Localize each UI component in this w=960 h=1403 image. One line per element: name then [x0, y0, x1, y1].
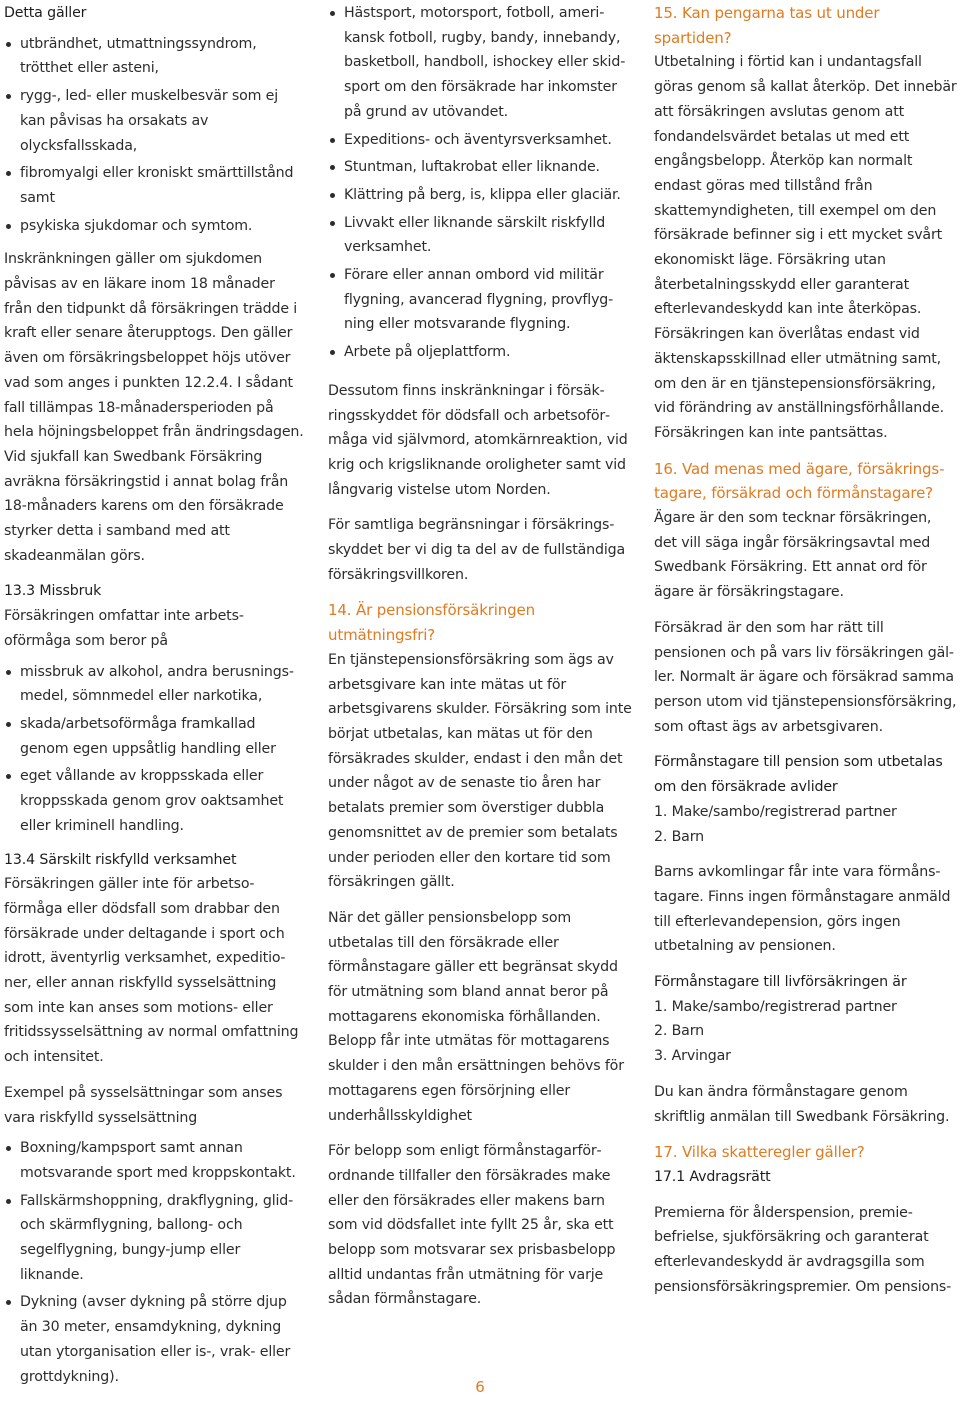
paragraph-14b: När det gäller pensionsbelopp som utbetalas till den försäkrade eller förmånstagare gäller ett begränsat skydd för utmätning som bland annat beror på mottagarens ekonomiska förhållanden. Belopp får inte utmätas för mottagarens skulder i den mån ersättningen behövs för mottagarens egen försörjning eller underhållsskyldighet	[328, 909, 624, 1124]
list-item: eget vållande av kroppsskada eller kroppsskada genom grov oaktsamhet eller kriminell handling.	[4, 764, 304, 838]
list-item: Hästsport, motorsport, fotboll, amerikansk fotboll, rugby, bandy, innebandy, basketboll, handboll, ishockey eller skidsport om den försäkrade har inkomster på grund av utövandet.	[328, 1, 634, 125]
heading-13-3: 13.3 Missbruk	[4, 583, 102, 600]
paragraph-15: Utbetalning i förtid kan i undantagsfall göras genom så kallat återköp. Det innebär att försäkringen avslutas genom att fondandelsvärdet betalas ut med ett engångsbelopp. Återköp kan normalt endast göras med tillstånd från skattemyndigheten, till exempel om den försäkrade befinner sig i ett mycket svårt ekonomiskt läge. Försäkring utan återbetalningsskydd eller garanterat efterlevandeskydd kan inte återköpas. Försäkringen kan överlåtas endast vid äktenskapsskillnad eller utmätning samt, om den är en tjänstepensionsförsäkring, vid förändring av anställningsförhållande. Försäkringen kan inte pantsättas.	[654, 54, 957, 441]
paragraph-13-4: Försäkringen gäller inte för arbetsoförmåga eller dödsfall som drabbar den försäkrade under deltagande i sport och idrott, äventyrlig verksamhet, expeditioner, eller annan riskfylld sysselsättning som inte kan anses som motions- eller fritidssysselsättning av normal omfattning och intensitet.	[4, 876, 299, 1066]
paragraph-offspring: Barns avkomlingar får inte vara förmånstagare. Finns ingen förmånstagare anmäld till efterlevandepension, görs ingen utbetalning av pensionen.	[654, 864, 951, 955]
list-item: utbrändhet, utmattningssyndrom, trötthet eller asteni,	[4, 32, 304, 81]
list-examples	[4, 1136, 304, 1389]
list-item: Arbete på oljeplattform.	[328, 340, 634, 365]
paragraph-restriction: Inskränkningen gäller om sjukdomen påvisas av en läkare inom 18 månader från den tidpunkt då försäkringen trädde i kraft eller senare återupptogs. Den gäller även om försäkringsbeloppet höjs utöver vad som anges i punkten 12.2.4. I sådant fall tillämpas 18-månadersperioden på hela höjningsbeloppet från ändringsdagen. Vid sjukfall kan Swedbank Försäkring avräkna försäkringstid i annat bolag från 18-månaders karens om den försäkrade styrker detta i samband med att skadeanmälan görs.	[4, 251, 304, 564]
paragraph-all-limits: För samtliga begränsningar i försäkringsskyddet ber vi dig ta del av de fullständiga försäkringsvillkoren.	[328, 517, 626, 583]
paragraph-17-1: Premierna för ålderspension, premiebefrielse, sjukförsäkring och garanterat efterlevandeskydd är avdragsgilla som pensionsförsäkringspremier. Om pensions-	[654, 1204, 952, 1295]
heading-17-1: 17.1 Avdragsrätt	[654, 1168, 771, 1185]
paragraph-16a: Ägare är den som tecknar försäkringen, det vill säga ingår försäkringsavtal med Swedbank Försäkring. Ett annat ord för ägare är försäkringstagare.	[654, 510, 932, 601]
heading-15: 15. Kan pengarna tas ut under spartiden?	[654, 4, 880, 47]
list-item: fibromyalgi eller kroniskt smärttillstånd samt	[4, 161, 304, 210]
paragraph-14a: En tjänstepensionsförsäkring som ägs av arbetsgivare kan inte mätas ut för arbetsgivarens skulder. Försäkring som inte börjat utbetalas, kan mätas ut för den försäkrades skulder, endast i den mån det under något av de senaste tio åren har betalats premier som överstiger dubbla genomsnittet av de premier som betalats under perioden eller den kortare tid som försäkringen gällt.	[328, 651, 632, 891]
list-item: Klättring på berg, is, klippa eller glaciär.	[328, 183, 634, 208]
list-conditions	[4, 32, 304, 239]
heading-applies: Detta gäller	[4, 5, 87, 21]
list-item: missbruk av alkohol, andra berusningsmedel, sömnmedel eller narkotika,	[4, 660, 304, 709]
paragraph-16b: Försäkrad är den som har rätt till pensionen och på vars liv försäkringen gäller. Normalt är ägare och försäkrad samma person utom vid tjänstepensionsförsäkring, som oftast ägs av arbetsgivaren.	[654, 619, 957, 735]
heading-life-beneficiaries: Förmånstagare till livförsäkringen är	[654, 974, 907, 991]
list-13-3	[4, 660, 304, 839]
page-number: 6	[475, 1378, 485, 1396]
list-item: Livvakt eller liknande särskilt riskfylld verksamhet.	[328, 211, 634, 260]
list-item: Dykning (avser dykning på större djup än 30 meter, ensamdykning, dykning utan ytorganisation eller is-, vrak- eller grottdykning).	[4, 1290, 304, 1389]
life-beneficiary-1: 1. Make/sambo/registrerad partner	[654, 998, 897, 1015]
life-beneficiary-2: 2. Barn	[654, 1023, 704, 1040]
list-item: Stuntman, luftakrobat eller liknande.	[328, 155, 634, 180]
list-item: Förare eller annan ombord vid militär flygning, avancerad flygning, provflygning eller motsvarande flygning.	[328, 263, 634, 337]
list-item: rygg-, led- eller muskelbesvär som ej kan påvisas ha orsakats av olycksfallsskada,	[4, 84, 304, 158]
column-middle	[328, 1, 634, 1312]
list-item: psykiska sjukdomar och symtom.	[4, 214, 304, 239]
pension-beneficiary-1: 1. Make/sambo/registrerad partner	[654, 803, 897, 820]
paragraph-examples: Exempel på sysselsättningar som anses vara riskfylld sysselsättning	[4, 1084, 283, 1126]
paragraph-14c: För belopp som enligt förmånstagarförordnande tillfaller den försäkrades make eller den försäkrades eller makens barn som vid dödsfallet inte fyllt 25 år, ska ett belopp som motsvarar sex prisbasbelopp alltid undantas från utmätning för varje sådan förmånstagare.	[328, 1143, 616, 1308]
life-beneficiary-3: 3. Arvingar	[654, 1048, 731, 1065]
pension-beneficiary-2: 2. Barn	[654, 828, 704, 845]
list-item: Fallskärmshoppning, drakflygning, glid- och skärmflygning, ballong- och segelflygning, bungy-jump eller liknande.	[4, 1189, 304, 1288]
heading-pension-beneficiaries: Förmånstagare till pension som utbetalas om den försäkrade avlider	[654, 754, 943, 796]
paragraph-change-beneficiary: Du kan ändra förmånstagare genom skriftlig anmälan till Swedbank Försäkring.	[654, 1083, 950, 1125]
paragraph-13-3: Försäkringen omfattar inte arbetsoförmåga som beror på	[4, 608, 244, 649]
list-sports	[328, 1, 634, 365]
list-item: Boxning/kampsport samt annan motsvarande sport med kroppskontakt.	[4, 1136, 304, 1185]
list-item: Expeditions- och äventyrsverksamhet.	[328, 128, 634, 153]
column-right	[654, 1, 958, 1299]
paragraph-additional-limits: Dessutom finns inskränkningar i försäkringsskyddet för dödsfall och arbetsoförmåga vid självmord, atomkärnreaktion, vid krig och krigsliknande oroligheter samt vid långvarig vistelse utom Norden.	[328, 382, 628, 498]
heading-13-4: 13.4 Särskilt riskfylld verksamhet	[4, 851, 237, 868]
column-left	[4, 1, 304, 1392]
heading-17: 17. Vilka skatteregler gäller?	[654, 1143, 865, 1162]
heading-16: 16. Vad menas med ägare, försäkringstagare, försäkrad och förmånstagare?	[654, 459, 945, 503]
heading-14: 14. Är pensionsförsäkringen utmätningsfri?	[328, 601, 535, 645]
list-item: skada/arbetsoförmåga framkallad genom egen uppsåtlig handling eller	[4, 712, 304, 761]
